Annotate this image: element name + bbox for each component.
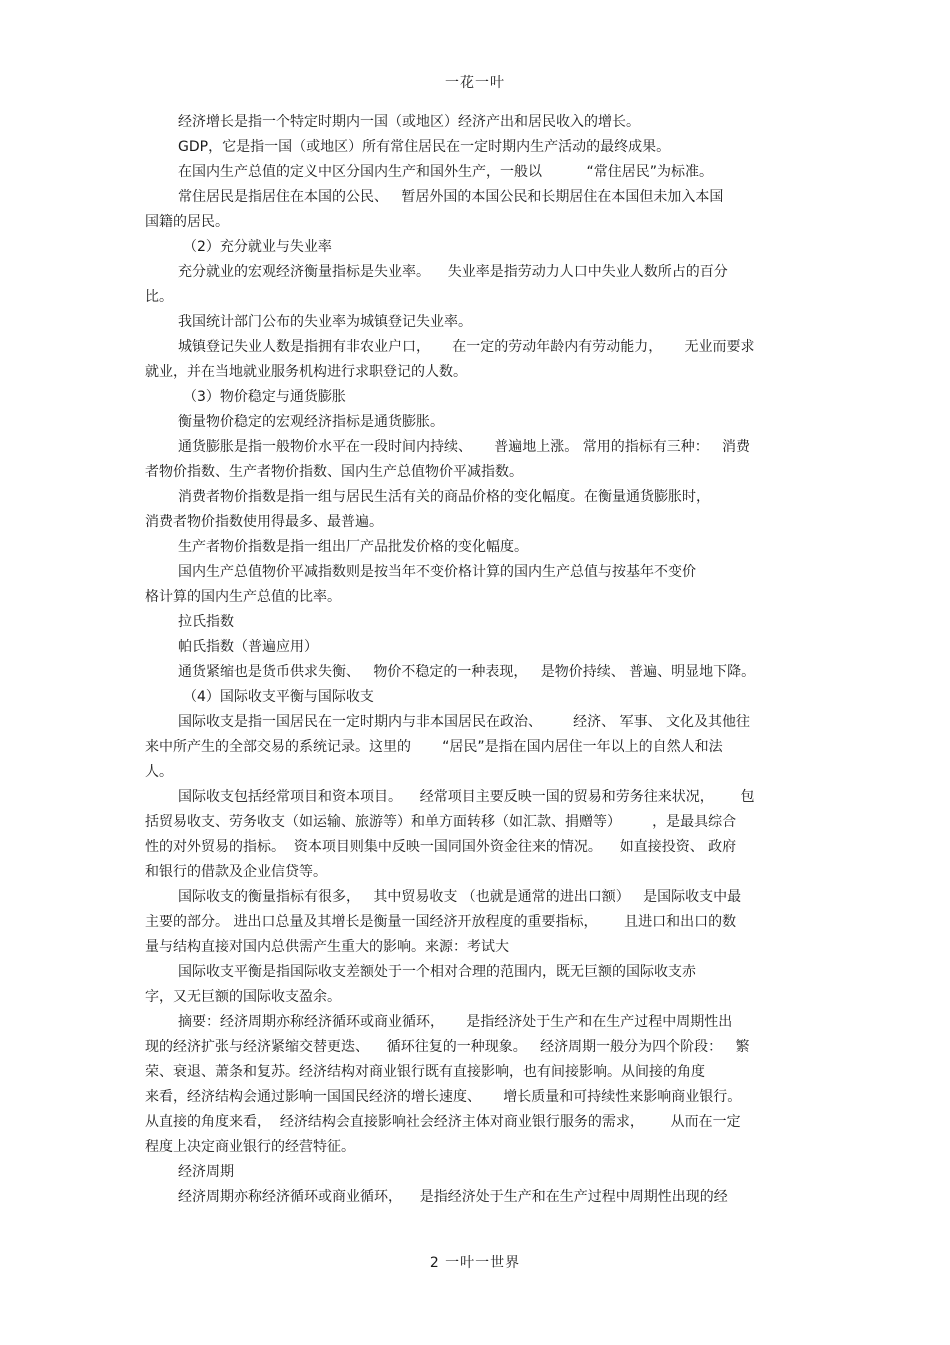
text-line: 我国统计部门公布的失业率为城镇登记失业率。 xyxy=(178,314,472,330)
text-line: 在国内生产总值的定义中区分国内生产和国外生产，一般以 “常住居民”为标准。 xyxy=(178,164,714,180)
text-line: 主要的部分。 进出口总量及其增长是衡量一国经济开放程度的重要指标， 且进口和出口的数 xyxy=(145,914,737,930)
text-line: 性的对外贸易的指标。 资本项目则集中反映一国同国外资金往来的情况。 如直接投资、 政府 xyxy=(145,839,737,855)
text-line: （3）物价稳定与通货膨胀 xyxy=(183,389,346,405)
text-line: 就业，并在当地就业服务机构进行求职登记的人数。 xyxy=(145,364,467,380)
text-line: 来中所产生的全部交易的系统记录。这里的 “居民”是指在国内居住一年以上的自然人和法 xyxy=(145,739,723,755)
text-line: 程度上决定商业银行的经营特征。 xyxy=(145,1139,355,1155)
text-line: 国内生产总值物价平减指数则是按当年不变价格计算的国内生产总值与按基年不变价 xyxy=(178,564,696,580)
text-line: 摘要：经济周期亦称经济循环或商业循环， 是指经济处于生产和在生产过程中周期性出 xyxy=(178,1014,733,1030)
text-line: 生产者物价指数是指一组出厂产品批发价格的变化幅度。 xyxy=(178,539,528,555)
text-line: 荣、衰退、萧条和复苏。经济结构对商业银行既有直接影响，也有间接影响。从间接的角度 xyxy=(145,1064,705,1080)
text-line: 比。 xyxy=(145,289,173,305)
text-line: （2）充分就业与失业率 xyxy=(183,239,332,255)
text-line: （4）国际收支平衡与国际收支 xyxy=(183,689,374,705)
text-line: 量与结构直接对国内总供需产生重大的影响。来源：考试大 xyxy=(145,939,509,955)
text-line: 经济增长是指一个特定时期内一国（或地区）经济产出和居民收入的增长。 xyxy=(178,114,640,130)
text-line: 人。 xyxy=(145,764,173,780)
text-line: GDP，它是指一国（或地区）所有常住居民在一定时期内生产活动的最终成果。 xyxy=(178,139,671,155)
text-line: 现的经济扩张与经济紧缩交替更迭、 循环往复的一种现象。 经济周期一般分为四个阶段： 繁 xyxy=(145,1039,750,1055)
text-line: 国籍的居民。 xyxy=(145,214,229,230)
text-line: 消费者物价指数是指一组与居民生活有关的商品价格的变化幅度。在衡量通货膨胀时， xyxy=(178,489,710,505)
text-line: 国际收支平衡是指国际收支差额处于一个相对合理的范围内，既无巨额的国际收支赤 xyxy=(178,964,696,980)
text-line: 和银行的借款及企业信贷等。 xyxy=(145,864,327,880)
text-line: 国际收支包括经常项目和资本项目。 经常项目主要反映一国的贸易和劳务往来状况， 包 xyxy=(178,789,755,805)
text-line: 拉氏指数 xyxy=(178,614,234,630)
text-line: 者物价指数、生产者物价指数、国内生产总值物价平减指数。 xyxy=(145,464,523,480)
page-header: 一花一叶 xyxy=(445,75,505,91)
document-body xyxy=(145,110,810,1210)
text-line: 衡量物价稳定的宏观经济指标是通货膨胀。 xyxy=(178,414,444,430)
text-line: 国际收支的衡量指标有很多， 其中贸易收支 （也就是通常的进出口额） 是国际收支中最 xyxy=(178,889,742,905)
text-line: 充分就业的宏观经济衡量指标是失业率。 失业率是指劳动力人口中失业人数所占的百分 xyxy=(178,264,728,280)
text-line: 经济周期亦称经济循环或商业循环， 是指经济处于生产和在生产过程中周期性出现的经 xyxy=(178,1189,728,1205)
text-line: 从直接的角度来看， 经济结构会直接影响社会经济主体对商业银行服务的需求， 从而在一定 xyxy=(145,1114,741,1130)
text-line: 常住居民是指居住在本国的公民、 暂居外国的本国公民和长期居住在本国但未加入本国 xyxy=(178,189,724,205)
text-line: 来看，经济结构会通过影响一国国民经济的增长速度、 增长质量和可持续性来影响商业银行。 xyxy=(145,1089,742,1105)
text-line: 通货膨胀是指一般物价水平在一段时间内持续、 普遍地上涨。 常用的指标有三种： 消费 xyxy=(178,439,751,455)
text-line: 格计算的国内生产总值的比率。 xyxy=(145,589,341,605)
text-line: 城镇登记失业人数是指拥有非农业户口， 在一定的劳动年龄内有劳动能力， 无业而要求 xyxy=(178,339,755,355)
text-line: 经济周期 xyxy=(178,1164,234,1180)
text-line: 国际收支是指一国居民在一定时期内与非本国居民在政治、 经济、 军事、 文化及其他往 xyxy=(178,714,751,730)
text-line: 括贸易收支、劳务收支（如运输、旅游等）和单方面转移（如汇款、捐赠等） ，是最具综合 xyxy=(145,814,737,830)
text-line: 字，又无巨额的国际收支盈余。 xyxy=(145,989,341,1005)
page-footer: 2 一叶一世界 xyxy=(429,1255,521,1271)
text-line: 消费者物价指数使用得最多、最普遍。 xyxy=(145,514,383,530)
text-line: 通货紧缩也是货币供求失衡、 物价不稳定的一种表现， 是物价持续、 普遍、明显地下降。 xyxy=(178,664,756,680)
text-line: 帕氏指数（普遍应用） xyxy=(178,639,318,655)
